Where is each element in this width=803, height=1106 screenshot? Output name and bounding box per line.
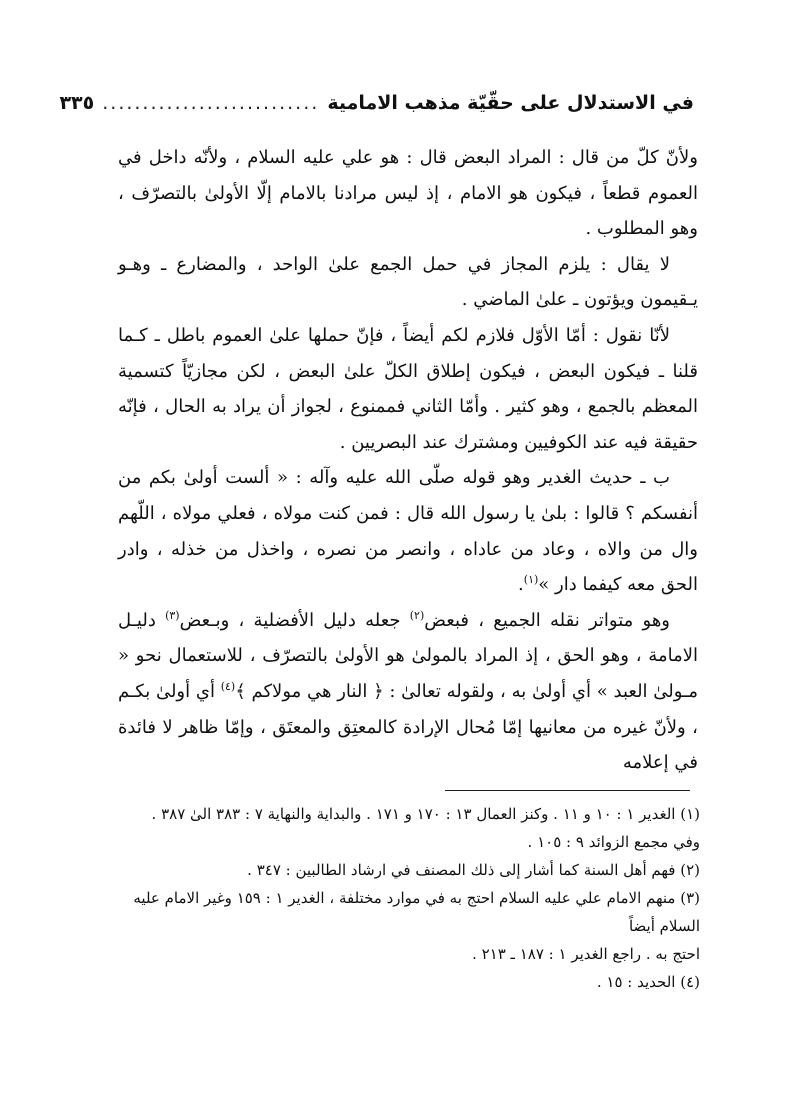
header-leader-dots: ........................... [102,92,320,114]
main-text [118,140,698,781]
footnote-divider [445,790,690,791]
paragraph: وهو متواتر نقله الجميع ، فبعض$^{(٢)}$ جعله دليل الأفضلية ، وبـعض$^{(٣)}$ دليـل الامامة ، وهو الحق ، إذ المراد بالمولىٰ هو الأولىٰ بالتصرّف ، للاستعمال نحو « مـولىٰ العبد » أي أولىٰ به ، ولقوله تعالىٰ : ﴿ النار هي مولاكم ﴾$^{(٤)}$ أي أولىٰ بكـم ، ولأنّ غيره من معانيها إمّا مُحال الإرادة كالمعتِق والمعتَق ، وإمّا ظاهر لا فائدة في إعلامه [118,608,698,774]
paragraph: ب ـ حديث الغدير وهو قوله صلّى الله عليه وآله : « ألست أولىٰ بكم من أنفسكم ؟ قالوا : بلىٰ يا رسول الله قال : فمن كنت مولاه ، فعلي مولاه ، اللّهم وال من والاه ، وعاد من عاداه ، وانصر من نصره ، واخذل من خذله ، وادر الحق معه كيفما دار »$^{(١)}$. [118,467,698,596]
paragraph: ولأنّ كلّ من قال : المراد البعض قال : هو علي عليه السلام ، ولأنّه داخل في العموم قطعاً ، فيكون هو الامام ، إذ ليس مرادنا بالامام إلّا الأولىٰ بالتصرّف ، وهو المطلوب . [118,147,698,240]
footnote: (٣) منهم الامام علي عليه السلام احتج به في موارد مختلفة ، الغدير ١ : ١٥٩ وغير الامام عليه السلام أيضاً [133,889,700,935]
page-number: ٣٣٥ [59,92,95,114]
footnote-ref[interactable]: (٢) [409,608,425,622]
footnote: (٢) فهم أهل السنة كما أشار إلى ذلك المصنف في ارشاد الطالبين : ٣٤٧ . [247,861,700,879]
footnote: (٤) الحديد : ١٥ . [596,973,700,991]
footnote: (١) الغدير ١ : ١٠ و ١١ . وكنز العمال ١٣ : ١٧٠ و ١٧١ . والبداية والنهاية ٧ : ٣٨٣ الىٰ ٣٨٧ . [151,805,700,823]
paragraph: لأنّا نقول : أمّا الأوّل فلازم لكم أيضاً ، فإنّ حملها علىٰ العموم باطل ـ كـما قلنا ـ فيكون البعض ، فيكون إطلاق الكلّ علىٰ البعض ، لكن مجازيّاً كتسمية المعظم بالجمع ، وهو كثير . وأمّا الثاني فممنوع ، لجواز أن يراد به الحال ، فإنّه حقيقة فيه عند الكوفيين ومشترك عند البصريين . [118,324,698,453]
footnote-ref[interactable]: (١) [523,573,539,587]
footnote-continuation: وفي مجمع الزوائد ٩ : ١٠٥ . [527,833,700,851]
header-title: في الاستدلال على حقّيّة مذهب الامامية [327,92,694,114]
footnote-ref[interactable]: (٣) [165,608,180,622]
footnote-ref[interactable]: (٤) [220,679,236,693]
footnote-continuation: احتج به . راجع الغدير ١ : ١٨٧ ـ ٢١٣ . [472,945,700,963]
running-header [59,92,694,132]
footnotes [110,800,700,996]
paragraph: لا يقال : يلزم المجاز في حمل الجمع علىٰ الواحد ، والمضارع ـ وهـو يـقيمون ويؤتون ـ علىٰ الماضي . [118,253,698,311]
